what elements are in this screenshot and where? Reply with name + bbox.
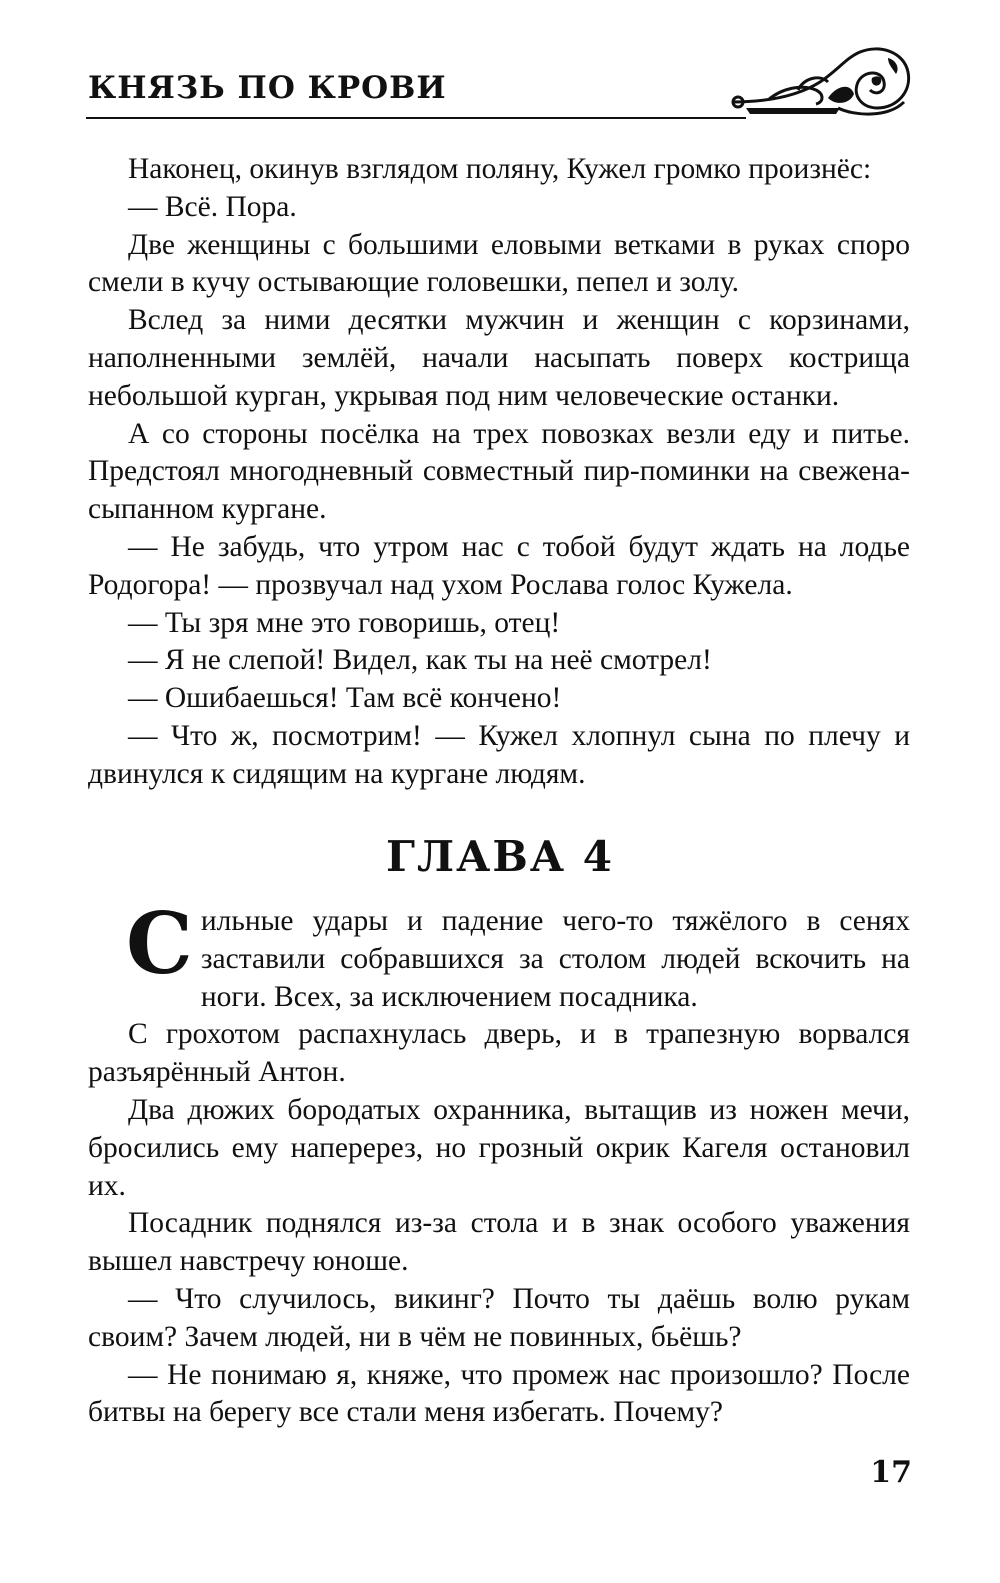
paragraph: — Не забудь, что утром нас с тобой будут ждать на лодье Родогора! — прозвучал над ухом Рослава голос Кужела. (88, 530, 910, 601)
text-block-before-chapter (88, 151, 910, 794)
paragraph: — Всё. Пора. (128, 190, 297, 223)
paragraph: Два дюжих бородатых охранника, вытащив из ножен мечи, бросились ему наперерез, но грозный окрик Кагеля остановил их. (88, 1093, 910, 1202)
paragraph: Наконец, окинув взглядом поляну, Кужел громко произнёс: (128, 153, 872, 185)
text-block-chapter (88, 894, 910, 1432)
paragraph: С грохотом распахнулась дверь, и в трапезную ворвался разъярённый Антон. (88, 1018, 910, 1089)
drop-cap-letter: С (126, 894, 193, 993)
header-rule (86, 117, 746, 119)
first-paragraph (88, 894, 910, 1016)
paragraph: Посадник поднялся из-за стола и в знак особого уважения вышел навстречу юноше. (88, 1207, 910, 1278)
page-number: 17 (870, 1455, 912, 1490)
running-head-title: КНЯЗЬ ПО КРОВИ (88, 70, 447, 106)
paragraph: А со стороны посёлка на трех повозках везли еду и питье. Предстоял многодневный совместный пир-поминки на свеженасыпанном кургане. (88, 417, 910, 526)
paragraph: — Я не слепой! Видел, как ты на неё смотрел! (128, 644, 712, 677)
paragraph: Вслед за ними десятки мужчин и женщин с корзинами, наполненными землёй, начали насыпать поверх кострища небольшой курган, укрывая под ним человеческие останки. (88, 304, 910, 412)
first-paragraph-text: ильные удары и падение чего-то тяжёлого в сенях заставили собравшихся за столом людей вскочить на ноги. Всех, за исключением посадника. (200, 905, 910, 1013)
paragraph: Две женщины с большими еловыми ветками в руках споро смели в кучу остывающие головешки, пепел и золу. (88, 228, 910, 299)
paragraph: — Ты зря мне это говоришь, отец! (128, 606, 561, 639)
paragraph: — Ошибаешься! Там всё кончено! (128, 682, 562, 715)
header-ornament-icon (728, 38, 914, 124)
paragraph: — Не понимаю я, княже, что промеж нас произошло? После битвы на берегу все стали меня избегать. Почему? (88, 1358, 910, 1429)
paragraph: — Что ж, посмотрим! — Кужел хлопнул сына по плечу и двинулся к сидящим на кургане людям. (88, 719, 910, 790)
paragraph: — Что случилось, викинг? Почто ты даёшь волю рукам своим? Зачем людей, ни в чём не повинных, бьёшь? (88, 1282, 910, 1353)
chapter-title: ГЛАВА 4 (386, 832, 614, 881)
